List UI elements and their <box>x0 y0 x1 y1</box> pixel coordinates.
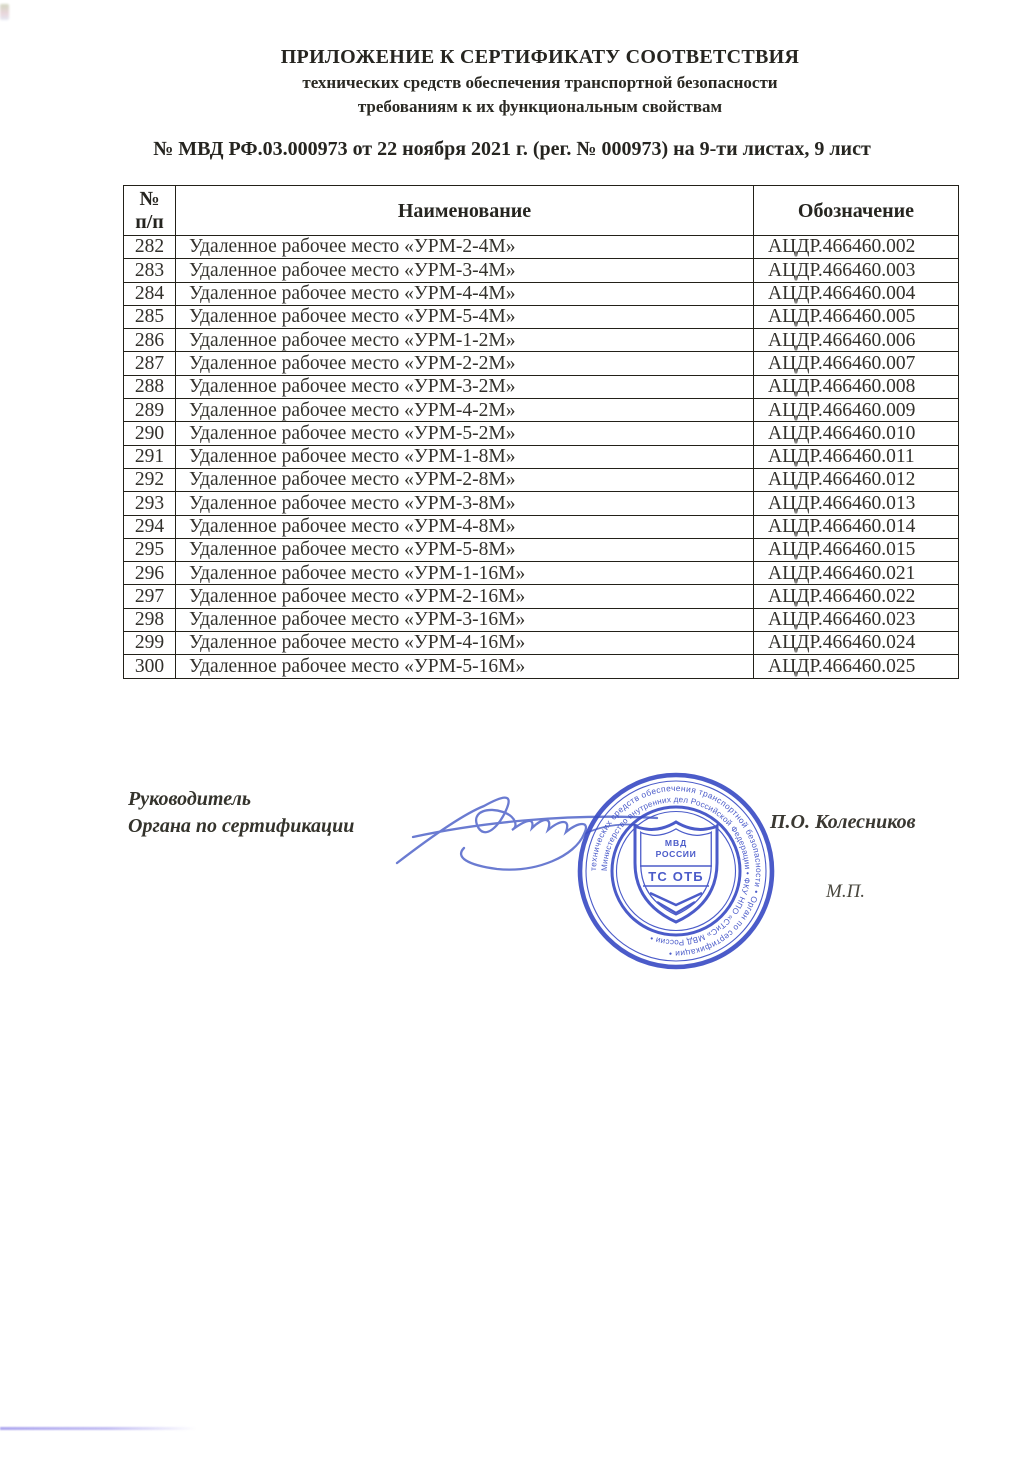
row-name: Удаленное рабочее место «УРМ-2-4М» <box>176 236 754 259</box>
row-number: 284 <box>124 282 176 305</box>
row-name: Удаленное рабочее место «УРМ-3-4М» <box>176 259 754 282</box>
row-name: Удаленное рабочее место «УРМ-5-4М» <box>176 305 754 328</box>
row-name: Удаленное рабочее место «УРМ-4-4М» <box>176 282 754 305</box>
header-name-column: Наименование <box>176 186 754 236</box>
row-number: 289 <box>124 399 176 422</box>
header-number-line2: п/п <box>135 210 164 233</box>
row-number: 286 <box>124 329 176 352</box>
row-designation: АЦДР.466460.004 <box>754 282 959 305</box>
table-row <box>124 468 959 491</box>
row-number: 285 <box>124 305 176 328</box>
row-number: 290 <box>124 422 176 445</box>
row-number: 282 <box>124 236 176 259</box>
official-stamp <box>574 769 778 973</box>
row-name: Удаленное рабочее место «УРМ-5-16М» <box>176 655 754 678</box>
header-designation-column: Обозначение <box>754 186 959 236</box>
header-number-column <box>124 186 176 236</box>
row-number: 294 <box>124 515 176 538</box>
table-row <box>124 305 959 328</box>
row-number: 283 <box>124 259 176 282</box>
table-row <box>124 608 959 631</box>
row-name: Удаленное рабочее место «УРМ-3-2М» <box>176 375 754 398</box>
document-title: ПРИЛОЖЕНИЕ К СЕРТИФИКАТУ СООТВЕТСТВИЯ <box>280 46 800 68</box>
row-name: Удаленное рабочее место «УРМ-2-8М» <box>176 468 754 491</box>
document-subtitle-1: технических средств обеспечения транспортной безопасности <box>302 73 778 92</box>
row-number: 292 <box>124 468 176 491</box>
table-row <box>124 655 959 678</box>
row-designation: АЦДР.466460.015 <box>754 538 959 561</box>
row-designation: АЦДР.466460.023 <box>754 608 959 631</box>
table-row <box>124 422 959 445</box>
row-designation: АЦДР.466460.006 <box>754 329 959 352</box>
row-designation: АЦДР.466460.009 <box>754 399 959 422</box>
row-designation: АЦДР.466460.010 <box>754 422 959 445</box>
row-name: Удаленное рабочее место «УРМ-5-8М» <box>176 538 754 561</box>
signer-role-label <box>128 786 354 840</box>
row-name: Удаленное рабочее место «УРМ-2-2М» <box>176 352 754 375</box>
table-row <box>124 259 959 282</box>
row-designation: АЦДР.466460.002 <box>754 236 959 259</box>
table-row <box>124 562 959 585</box>
table-body <box>124 236 959 679</box>
row-designation: АЦДР.466460.012 <box>754 468 959 491</box>
stamp-inner-ring-text: Министерство внутренних дел Российской Федерации • ФКУ НПО «СТиС» МВД России • <box>599 794 753 948</box>
row-designation: АЦДР.466460.025 <box>754 655 959 678</box>
table-row <box>124 375 959 398</box>
row-designation: АЦДР.466460.007 <box>754 352 959 375</box>
stamp-shield-band: ТС ОТБ <box>648 869 704 884</box>
row-number: 293 <box>124 492 176 515</box>
row-name: Удаленное рабочее место «УРМ-3-16М» <box>176 608 754 631</box>
stamp-outer-ring-text: технических средств обеспечения транспортной безопасности • Орган по сертификации • <box>587 782 765 960</box>
row-number: 291 <box>124 445 176 468</box>
table-row <box>124 632 959 655</box>
table-row <box>124 585 959 608</box>
row-number: 295 <box>124 538 176 561</box>
row-name: Удаленное рабочее место «УРМ-1-8М» <box>176 445 754 468</box>
scan-artifact-corner <box>0 4 9 20</box>
table-row <box>124 329 959 352</box>
row-number: 299 <box>124 632 176 655</box>
table-header-row <box>124 186 959 236</box>
scan-artifact-bottom-line <box>0 1427 196 1430</box>
row-designation: АЦДР.466460.013 <box>754 492 959 515</box>
signer-name: П.О. Колесников <box>770 811 916 833</box>
document-header <box>56 46 1024 117</box>
table-row <box>124 236 959 259</box>
table-row <box>124 538 959 561</box>
row-designation: АЦДР.466460.008 <box>754 375 959 398</box>
stamp-shield-line2: РОССИИ <box>655 849 697 859</box>
row-name: Удаленное рабочее место «УРМ-5-2М» <box>176 422 754 445</box>
row-number: 300 <box>124 655 176 678</box>
stamp-shield-line1: МВД <box>664 838 688 848</box>
row-number: 297 <box>124 585 176 608</box>
row-name: Удаленное рабочее место «УРМ-4-16М» <box>176 632 754 655</box>
header-number-line1: № <box>139 187 160 210</box>
row-number: 298 <box>124 608 176 631</box>
document-subtitle-2: требованиям к их функциональным свойствам <box>357 97 723 116</box>
row-designation: АЦДР.466460.003 <box>754 259 959 282</box>
seal-place-mark: М.П. <box>826 881 866 902</box>
row-name: Удаленное рабочее место «УРМ-2-16М» <box>176 585 754 608</box>
row-number: 287 <box>124 352 176 375</box>
table-row <box>124 399 959 422</box>
table-row <box>124 515 959 538</box>
row-designation: АЦДР.466460.011 <box>754 445 959 468</box>
row-name: Удаленное рабочее место «УРМ-1-16М» <box>176 562 754 585</box>
certificate-registration-line: № МВД РФ.03.000973 от 22 ноября 2021 г. (рег. № 000973) на 9-ти листах, 9 лист <box>153 138 871 160</box>
row-number: 296 <box>124 562 176 585</box>
table-row <box>124 352 959 375</box>
table-row <box>124 445 959 468</box>
row-name: Удаленное рабочее место «УРМ-4-8М» <box>176 515 754 538</box>
row-number: 288 <box>124 375 176 398</box>
table-header <box>124 186 959 236</box>
row-name: Удаленное рабочее место «УРМ-3-8М» <box>176 492 754 515</box>
signer-role-line1: Руководитель <box>128 788 251 810</box>
row-designation: АЦДР.466460.014 <box>754 515 959 538</box>
table-row <box>124 282 959 305</box>
items-table <box>123 185 959 679</box>
signer-role-line2: Органа по сертификации <box>128 815 355 837</box>
row-name: Удаленное рабочее место «УРМ-4-2М» <box>176 399 754 422</box>
row-designation: АЦДР.466460.022 <box>754 585 959 608</box>
row-name: Удаленное рабочее место «УРМ-1-2М» <box>176 329 754 352</box>
row-designation: АЦДР.466460.021 <box>754 562 959 585</box>
row-designation: АЦДР.466460.024 <box>754 632 959 655</box>
row-designation: АЦДР.466460.005 <box>754 305 959 328</box>
table-row <box>124 492 959 515</box>
